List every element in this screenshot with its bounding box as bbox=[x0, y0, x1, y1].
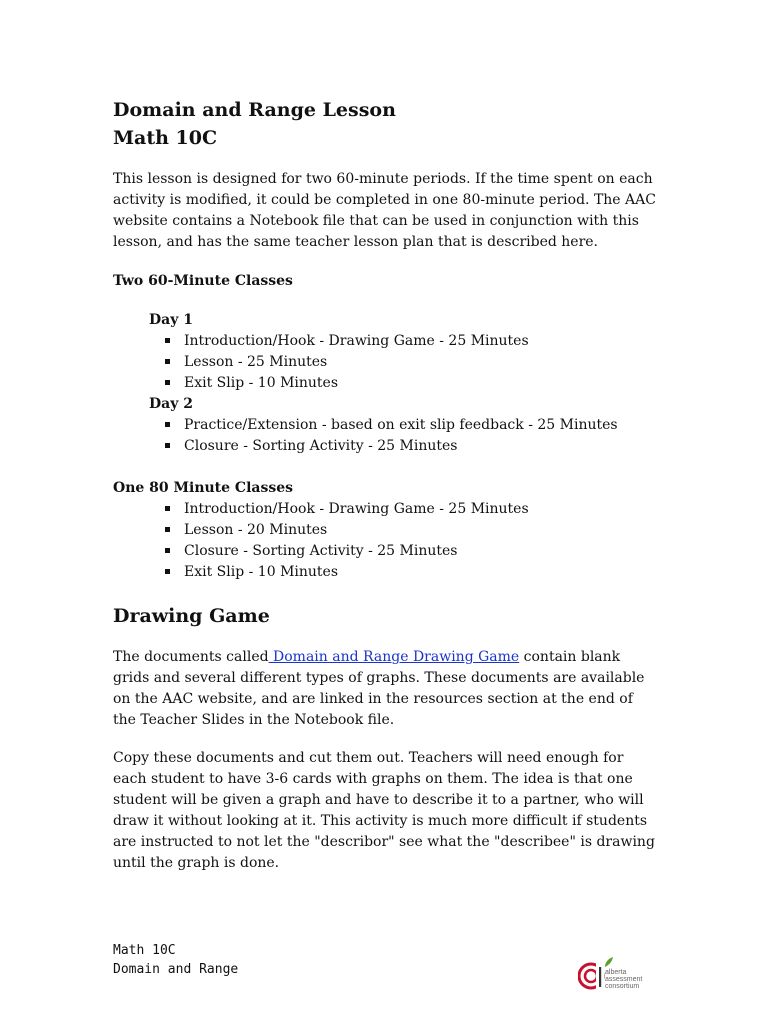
day1-label: Day 1 bbox=[149, 312, 193, 328]
list-item: Closure - Sorting Activity - 25 Minutes bbox=[184, 436, 658, 457]
drawing-game-paragraph-1 bbox=[113, 647, 658, 731]
two-classes-schedule bbox=[149, 310, 658, 457]
drawing-game-link[interactable]: Domain and Range Drawing Game bbox=[268, 649, 520, 665]
list-item: Closure - Sorting Activity - 25 Minutes bbox=[184, 541, 658, 562]
document-page bbox=[113, 96, 658, 874]
logo-bar bbox=[599, 967, 601, 987]
logo-line-3: consortium bbox=[605, 983, 640, 990]
list-item: Exit Slip - 10 Minutes bbox=[184, 373, 658, 394]
title-line-2: Math 10C bbox=[113, 127, 218, 149]
paragraph-text: contain blank grids and several different types of graphs. These documents are available on the AAC website, and are linked in the resources section at the end of the Teacher Slides in the Notebook file. bbox=[113, 649, 645, 728]
list-item: Lesson - 25 Minutes bbox=[184, 352, 658, 373]
logo-line-1: alberta bbox=[605, 969, 627, 976]
drawing-game-paragraph-2: Copy these documents and cut them out. Teachers will need enough for each student to have 3-6 cards with graphs on them. The idea is that one student will be given a graph and have to describe it to a partner, who will draw it without looking at it. This activity is much more difficult if students are instructed to not let the "describor" see what the "describee" is drawing until the graph is done. bbox=[113, 750, 655, 871]
footer-course: Math 10C bbox=[113, 943, 176, 958]
day2-list bbox=[149, 415, 658, 457]
list-item: Practice/Extension - based on exit slip feedback - 25 Minutes bbox=[184, 415, 658, 436]
day2-label: Day 2 bbox=[149, 396, 193, 412]
logo-inner-ring bbox=[585, 970, 597, 982]
one-class-heading: One 80 Minute Classes bbox=[113, 480, 294, 496]
drawing-game-heading: Drawing Game bbox=[113, 605, 270, 627]
list-item: Introduction/Hook - Drawing Game - 25 Minutes bbox=[184, 499, 658, 520]
day1-list bbox=[149, 331, 658, 394]
two-classes-heading: Two 60-Minute Classes bbox=[113, 273, 293, 289]
list-item: Exit Slip - 10 Minutes bbox=[184, 562, 658, 583]
aac-logo bbox=[578, 955, 658, 993]
logo-line-2: assessment bbox=[605, 976, 643, 983]
leaf-icon bbox=[605, 957, 613, 967]
page-title bbox=[113, 96, 658, 152]
page-footer bbox=[113, 941, 238, 979]
intro-paragraph: This lesson is designed for two 60-minute periods. If the time spent on each activity is modified, it could be completed in one 80-minute period. The AAC website contains a Notebook file that can be used in conjunction with this lesson, and has the same teacher lesson plan that is described here. bbox=[113, 171, 656, 250]
list-item: Lesson - 20 Minutes bbox=[184, 520, 658, 541]
title-line-1: Domain and Range Lesson bbox=[113, 99, 396, 121]
one-class-schedule bbox=[149, 499, 658, 583]
footer-topic: Domain and Range bbox=[113, 962, 239, 977]
one-class-list bbox=[149, 499, 658, 583]
paragraph-text: The documents called bbox=[113, 649, 269, 665]
list-item: Introduction/Hook - Drawing Game - 25 Minutes bbox=[184, 331, 658, 352]
